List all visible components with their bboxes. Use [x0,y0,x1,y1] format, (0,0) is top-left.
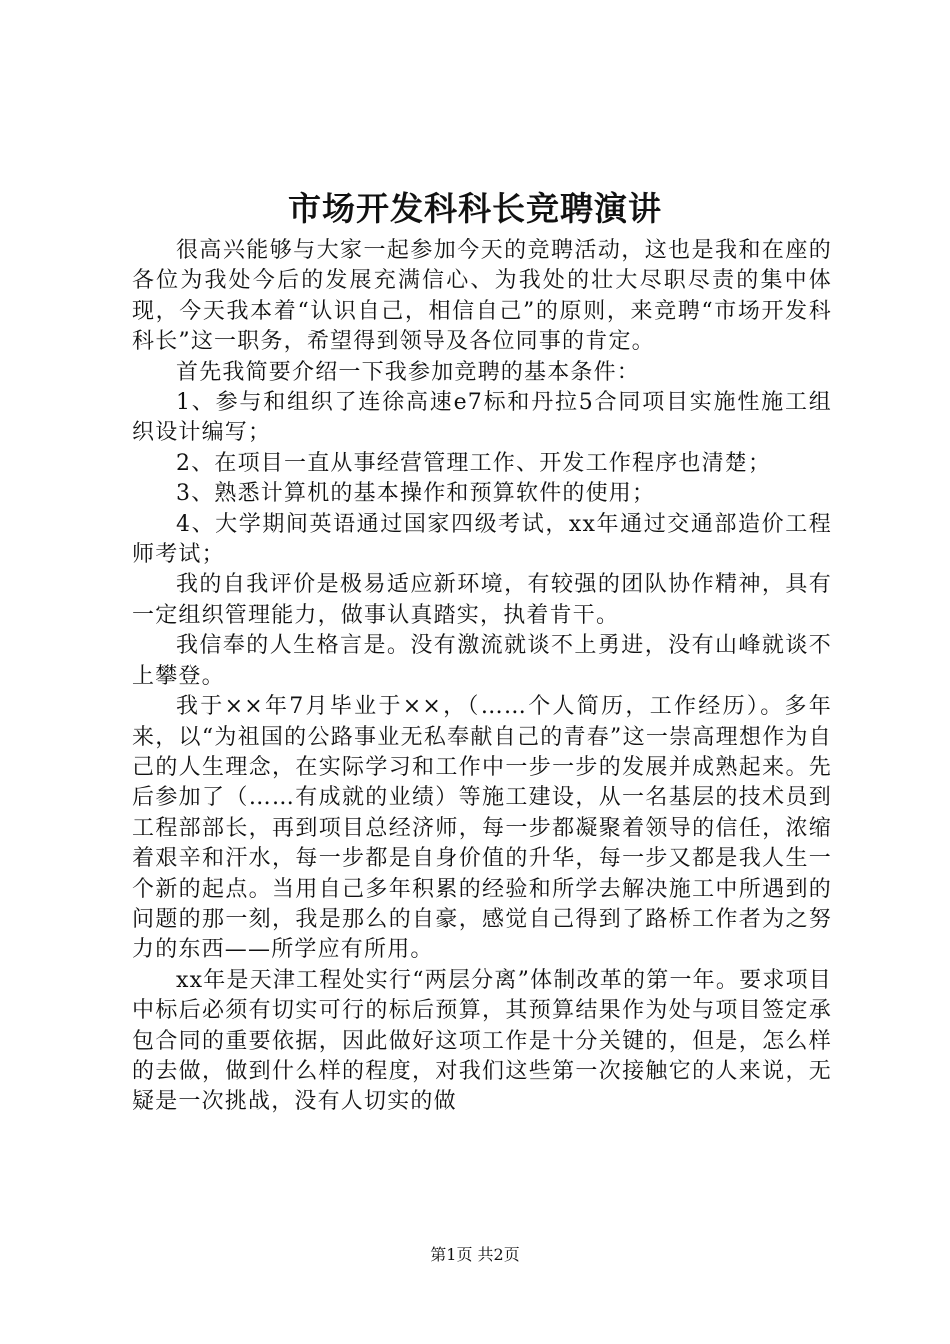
paragraph: 很高兴能够与大家一起参加今天的竞聘活动，这也是我和在座的各位为我处今后的发展充满信心、为我处的壮大尽职尽责的集中体现，今天我本着“认识自己，相信自己”的原则，来竞聘“市场开发科科长”这一职务，希望得到领导及各位同事的肯定。 [132,238,832,355]
paragraph: 1、参与和组织了连徐高速e7标和丹拉5合同项目实施性施工组织设计编写； [132,390,832,446]
paragraph: 我信奉的人生格言是。没有激流就谈不上勇进，没有山峰就谈不上攀登。 [132,633,832,689]
paragraph: 3、熟悉计算机的基本操作和预算软件的使用； [176,481,656,507]
paragraph: 我于××年7月毕业于××，（……个人简历，工作经历）。多年来，以“为祖国的公路事业无私奉献自己的青春”这一崇高理想作为自己的人生理念，在实际学习和工作中一步一步的发展并成熟起来。先后参加了（……有成就的业绩）等施工建设，从一名基层的技术员到工程部部长，再到项目总经济师，每一步都凝聚着领导的信任，浓缩着艰辛和汗水，每一步都是自身价值的升华，每一步又都是我人生一个新的起点。当用自己多年积累的经验和所学去解决施工中所遇到的问题的那一刻，我是那么的自豪，感觉自己得到了路桥工作者为之努力的东西——所学应有所用。 [132,694,832,963]
paragraph: xx年是天津工程处实行“两层分离”体制改革的第一年。要求项目中标后必须有切实可行的标后预算，其预算结果作为处与项目签定承包合同的重要依据，因此做好这项工作是十分关键的，但是，怎么样的去做，做到什么样的程度，对我们这些第一次接触它的人来说，无疑是一次挑战，没有人切实的做 [132,967,832,1115]
paragraph: 2、在项目一直从事经营管理工作、开发工作程序也清楚； [176,450,772,476]
document-body [132,236,832,1118]
paragraph: 我的自我评价是极易适应新环境，有较强的团队协作精神，具有一定组织管理能力，做事认真踏实，执着肯干。 [132,572,832,628]
document-title: 市场开发科科长竞聘演讲 [288,189,662,228]
paragraph: 4、大学期间英语通过国家四级考试，xx年通过交通部造价工程师考试； [132,511,832,568]
paragraph: 首先我简要介绍一下我参加竞聘的基本条件： [176,359,641,385]
page-footer: 第1页 共2页 [430,1245,520,1264]
